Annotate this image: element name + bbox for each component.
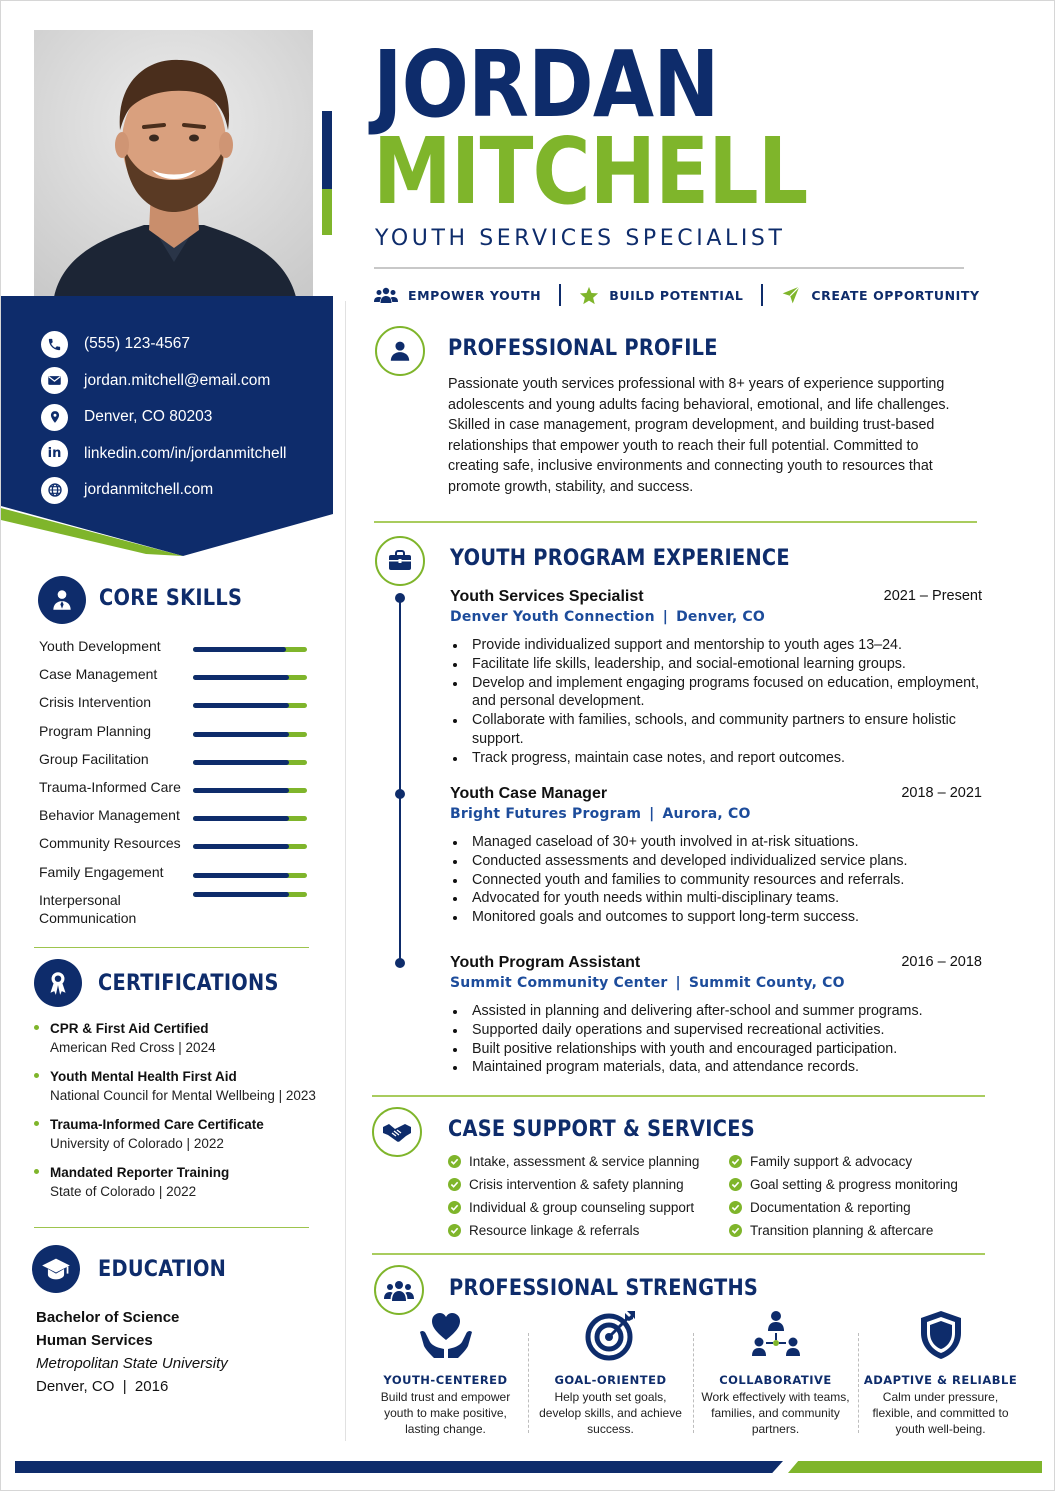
job-bullet: Maintained program materials, data, and attendance records. [450,1058,982,1077]
contact-panel [1,296,333,556]
first-name: JORDAN [373,31,719,138]
skill-row [39,832,309,860]
job-bullet: Conducted assessments and developed individualized service plans. [450,852,982,871]
job-header [450,783,982,804]
service-item [729,1196,958,1219]
strength-desc: Work effectively with teams, families, and community partners. [701,1390,850,1436]
strength-title: YOUTH-CENTERED [383,1373,508,1387]
send-arrow-icon [781,285,801,305]
tagline-empower [374,287,541,303]
skill-level-fill [193,675,289,680]
service-item [729,1150,958,1173]
organization-name: Denver Youth Connection [450,609,655,625]
job-bullet: Built positive relationships with youth and encouraged participation. [450,1040,982,1059]
email-text: jordan.mitchell@email.com [84,371,271,389]
network-icon [750,1309,802,1361]
certification-issuer: State of Colorado | 2022 [50,1184,197,1199]
people-icon [374,287,398,303]
skill-level-fill [193,760,289,765]
contact-linkedin[interactable] [41,436,286,473]
job-bullets [450,1002,982,1077]
divider [34,947,309,948]
organization-name: Summit Community Center [450,975,668,991]
skill-name: Interpersonal Communication [39,891,137,926]
footer-bar-blue [15,1461,783,1473]
certification-item [34,1019,324,1057]
education-block [36,1306,316,1398]
job-bullet: Provide individualized support and mentorship to youth ages 13–24. [450,636,982,655]
strengths-heading: PROFESSIONAL STRENGTHS [449,1276,759,1301]
skill-name: Trauma-Informed Care [39,778,181,795]
job-header [450,952,982,973]
check-icon [448,1178,461,1191]
service-item [448,1173,699,1196]
job-bullets [450,833,982,927]
major: Human Services [36,1332,153,1349]
strength-goal-oriented [528,1303,693,1437]
job-bullet: Collaborate with families, schools, and community partners to ensure holistic support. [450,711,982,749]
job-organization [450,607,982,627]
skill-level-fill [193,844,289,849]
service-item [448,1196,699,1219]
skill-level-fill [193,873,289,878]
skill-level-bar [193,788,307,793]
timeline-dot [395,958,405,968]
service-label: Documentation & reporting [750,1200,911,1215]
strength-collaborative [693,1303,858,1437]
service-item [729,1219,958,1242]
certification-issuer: National Council for Mental Wellbeing | 2023 [50,1088,316,1103]
strength-desc: Help youth set goals, develop skills, and achieve success. [539,1390,682,1436]
service-item [729,1173,958,1196]
skill-level-fill [193,703,289,708]
phone-text: (555) 123-4567 [84,335,190,353]
strength-adaptive [858,1303,1023,1437]
service-label: Goal setting & progress monitoring [750,1177,958,1192]
divider [34,1227,309,1228]
strength-desc: Calm under pressure, flexible, and committed to youth well-being. [872,1390,1009,1436]
certification-title: Trauma-Informed Care Certificate [50,1117,264,1132]
skill-name: Family Engagement [39,863,164,880]
service-label: Intake, assessment & service planning [469,1154,700,1169]
organization-location: Denver, CO [676,609,765,625]
certification-item [34,1115,324,1153]
skill-row [39,748,309,776]
tagline-separator [559,284,561,306]
contact-website[interactable] [41,472,286,509]
skill-name: Community Resources [39,835,181,852]
service-item [448,1219,699,1242]
organization-location: Aurora, CO [662,806,751,822]
skill-level-fill [193,732,289,737]
job-bullet: Monitored goals and outcomes to support long-term success. [450,908,982,927]
website-text: jordanmitchell.com [84,481,214,499]
job-organization [450,804,982,824]
job-bullet: Facilitate life skills, leadership, and social-emotional learning groups. [450,655,982,674]
services-heading: CASE SUPPORT & SERVICES [448,1117,755,1142]
star-icon [579,286,599,305]
service-label: Crisis intervention & safety planning [469,1177,684,1192]
timeline-line [399,598,401,964]
skill-name: Crisis Intervention [39,694,152,711]
skill-row [39,889,309,929]
check-icon [729,1224,742,1237]
education-location-year: Denver, CO | 2016 [36,1378,169,1395]
linkedin-icon: in [41,440,68,467]
organization-name: Bright Futures Program [450,806,642,822]
skill-row [39,776,309,804]
last-name: MITCHELL [373,118,808,225]
skill-level-bar [193,873,307,878]
strengths-row [363,1303,1023,1437]
check-icon [729,1155,742,1168]
contact-email[interactable] [41,363,286,400]
location-text: Denver, CO 80203 [84,408,213,426]
skill-level-fill [193,892,289,897]
job-dates: 2021 – Present [883,588,982,604]
organization-location: Summit County, CO [688,975,845,991]
job-entry [450,952,982,1077]
skill-level-bar [193,647,307,652]
job-role: Youth Services Specialist [450,588,644,605]
certification-item [34,1067,324,1105]
header-rule [374,267,964,269]
skills-heading: CORE SKILLS [99,586,243,611]
column-divider [345,301,346,1441]
job-bullet: Advocated for youth needs within multi-disciplinary teams. [450,889,982,908]
separator: | [675,975,681,991]
contact-list [41,326,286,509]
job-role: Youth Case Manager [450,785,608,802]
skill-name: Group Facilitation [39,750,149,767]
job-entry [450,586,982,768]
services-right-list [729,1150,958,1242]
footer-bar-green [788,1461,1042,1473]
job-entry [450,783,982,927]
job-role: Youth Program Assistant [450,954,641,971]
job-bullet: Assisted in planning and delivering after-school and summer programs. [450,1002,982,1021]
tagline-label: CREATE OPPORTUNITY [811,287,980,303]
skill-level-fill [193,788,289,793]
skill-name: Behavior Management [39,807,180,824]
profile-person-icon [375,326,425,376]
award-ribbon-icon [34,959,82,1007]
person-icon [38,576,86,624]
service-label: Transition planning & aftercare [750,1223,934,1238]
job-organization [450,973,982,993]
skill-row [39,635,309,663]
certification-title: Mandated Reporter Training [50,1165,230,1180]
profile-heading: PROFESSIONAL PROFILE [448,336,718,361]
heart-hands-icon [418,1310,474,1360]
separator: | [662,609,669,625]
briefcase-icon [375,536,425,586]
tagline-label: EMPOWER YOUTH [408,287,542,303]
degree: Bachelor of Science [36,1309,180,1326]
services-left-list [448,1150,699,1242]
check-icon [448,1155,461,1168]
skill-level-bar [193,816,307,821]
section-rule [372,1095,985,1097]
tagline-build [579,286,743,305]
tagline-create [781,285,979,305]
job-title: YOUTH SERVICES SPECIALIST [375,226,786,251]
skill-level-fill [193,647,286,652]
education-heading: EDUCATION [98,1257,227,1282]
service-label: Family support & advocacy [750,1154,913,1169]
strength-title: COLLABORATIVE [719,1373,832,1387]
skill-row [39,691,309,719]
skills-list [39,635,309,929]
handshake-icon [372,1107,422,1157]
section-rule [374,521,977,523]
timeline-dot [395,593,405,603]
skill-name: Case Management [39,666,158,683]
job-bullet: Develop and implement engaging programs focused on education, employment, and personal development. [450,674,982,712]
job-bullet: Track progress, maintain case notes, and report outcomes. [450,749,982,768]
strength-youth-centered [363,1303,528,1437]
certification-item [34,1163,324,1201]
certifications-heading: CERTIFICATIONS [98,971,279,996]
job-bullet: Connected youth and families to community resources and referrals. [450,871,982,890]
certification-issuer: University of Colorado | 2022 [50,1136,224,1151]
section-rule [372,1253,985,1255]
accent-bar-green [322,189,332,235]
profile-photo [34,30,313,297]
service-item [448,1150,699,1173]
phone-icon [41,331,68,358]
job-bullet: Supported daily operations and supervised recreational activities. [450,1021,982,1040]
check-icon [448,1201,461,1214]
skill-level-fill [193,816,289,821]
job-bullet: Managed caseload of 30+ youth involved in at-risk situations. [450,833,982,852]
profile-text: Passionate youth services professional with 8+ years of experience supporting adolescents and young adults facing behavioral, emotional, and life challenges. Skilled in case management, program development, and building trust-based relationships that empower youth to reach their full potential. Committed to creating safe, inclusive environments and connecting youth to resources that promote growth, stability, and success. [448,376,950,495]
job-bullets [450,636,982,768]
skill-level-bar [193,760,307,765]
skill-name: Youth Development [39,638,161,654]
accent-bar-blue [322,111,332,189]
strength-title: ADAPTIVE & RELIABLE [863,1373,1018,1387]
timeline-dot [395,789,405,799]
skill-row [39,663,309,691]
skill-name: Program Planning [39,722,152,739]
strength-desc: Build trust and empower youth to make positive, lasting change. [380,1390,511,1436]
job-header [450,586,982,607]
certification-issuer: American Red Cross | 2024 [50,1040,216,1055]
certifications-list [34,1019,324,1211]
contact-location [41,399,286,436]
skill-level-bar [193,844,307,849]
service-label: Resource linkage & referrals [469,1223,640,1238]
target-icon [585,1309,637,1361]
job-dates: 2018 – 2021 [901,785,982,801]
location-pin-icon [41,404,68,431]
shield-icon [918,1309,964,1361]
skill-row [39,861,309,889]
experience-heading: YOUTH PROGRAM EXPERIENCE [450,546,790,571]
linkedin-text: linkedin.com/in/jordanmitchell [84,444,287,462]
contact-phone[interactable] [41,326,286,363]
tagline-label: BUILD POTENTIAL [609,287,744,303]
skill-level-bar [193,675,307,680]
tagline-separator [761,284,763,306]
check-icon [729,1178,742,1191]
skill-level-bar [193,703,307,708]
separator: | [649,806,655,822]
check-icon [448,1224,461,1237]
certification-title: Youth Mental Health First Aid [50,1069,237,1084]
certification-title: CPR & First Aid Certified [50,1021,209,1036]
skill-row [39,804,309,832]
skill-level-bar [193,732,307,737]
check-icon [729,1201,742,1214]
tagline-row [374,282,980,308]
email-icon [41,367,68,394]
strength-title: GOAL-ORIENTED [554,1373,667,1387]
globe-icon [41,477,68,504]
skill-row [39,720,309,748]
graduation-cap-icon [32,1245,80,1293]
skill-level-bar [193,892,307,897]
job-dates: 2016 – 2018 [901,954,982,970]
school: Metropolitan State University [36,1355,228,1372]
service-label: Individual & group counseling support [469,1200,695,1215]
